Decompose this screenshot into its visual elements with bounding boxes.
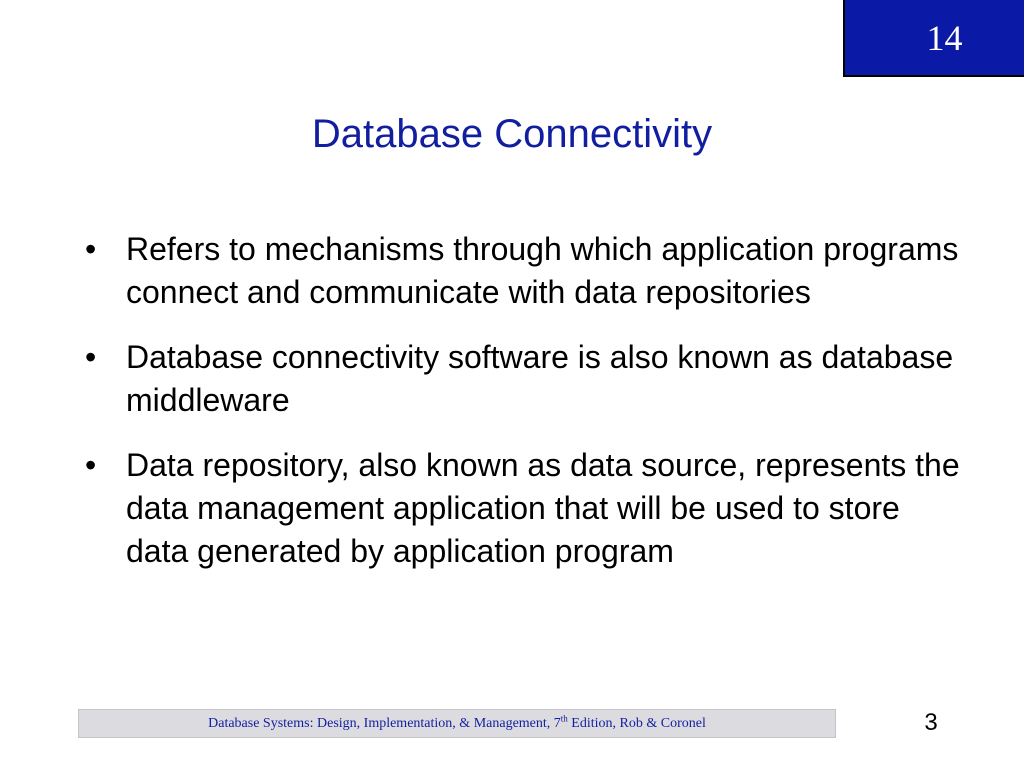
footer-citation [208, 712, 706, 732]
bullet-text: Database connectivity software is also known as database middleware [126, 339, 954, 418]
footer-text-main: Database Systems: Design, Implementation, & Management, 7 [208, 715, 561, 731]
bullet-icon: • [85, 447, 97, 483]
bullet-item [85, 444, 965, 573]
footer-text-end: Edition, Rob & Coronel [567, 715, 706, 731]
page-number: 3 [924, 709, 938, 736]
bullet-text: Refers to mechanisms through which application programs connect and communicate with data repositories [126, 231, 959, 310]
footer-superscript: th [560, 712, 568, 723]
footer-bar [78, 709, 836, 738]
bullet-icon: • [85, 231, 97, 267]
bullet-icon: • [85, 339, 97, 375]
bullet-text: Data repository, also known as data source, represents the data management application that will be used to store data generated by application program [126, 447, 960, 569]
chapter-number: 14 [926, 17, 963, 58]
bullet-list [85, 228, 965, 595]
slide-title: Database Connectivity [311, 112, 713, 156]
bullet-item [85, 228, 965, 314]
chapter-badge [843, 0, 1024, 77]
bullet-item [85, 336, 965, 422]
